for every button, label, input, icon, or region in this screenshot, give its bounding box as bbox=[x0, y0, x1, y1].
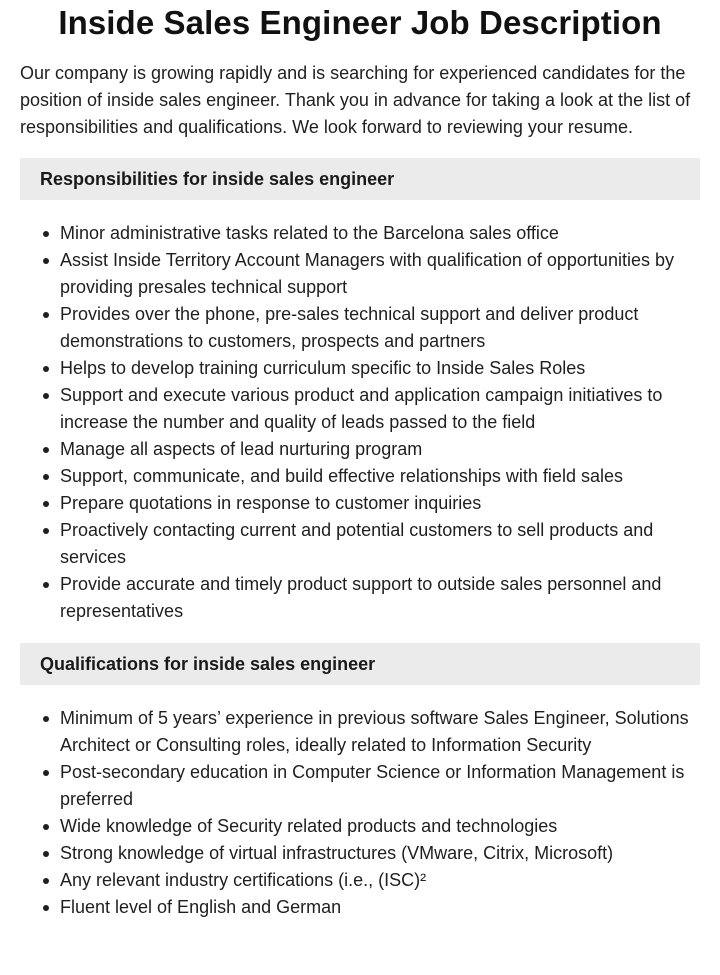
list-item: Minimum of 5 years’ experience in previous software Sales Engineer, Solutions Architect or Consulting roles, ideally related to Information Security bbox=[60, 705, 700, 759]
list-item: Manage all aspects of lead nurturing program bbox=[60, 436, 700, 463]
responsibilities-heading: Responsibilities for inside sales engineer bbox=[20, 158, 700, 200]
qualifications-list bbox=[20, 705, 700, 921]
list-item: Support and execute various product and application campaign initiatives to increase the number and quality of leads passed to the field bbox=[60, 382, 700, 436]
list-item: Strong knowledge of virtual infrastructures (VMware, Citrix, Microsoft) bbox=[60, 840, 700, 867]
list-item: Minor administrative tasks related to the Barcelona sales office bbox=[60, 220, 700, 247]
intro-paragraph: Our company is growing rapidly and is searching for experienced candidates for the position of inside sales engineer. Thank you in advance for taking a look at the list of responsibilities and qualifications. We look forward to reviewing your resume. bbox=[20, 63, 691, 137]
page-title: Inside Sales Engineer Job Description bbox=[58, 4, 662, 41]
list-item: Wide knowledge of Security related products and technologies bbox=[60, 813, 700, 840]
list-item: Support, communicate, and build effective relationships with field sales bbox=[60, 463, 700, 490]
list-item: Post-secondary education in Computer Science or Information Management is preferred bbox=[60, 759, 700, 813]
list-item: Fluent level of English and German bbox=[60, 894, 700, 921]
list-item: Helps to develop training curriculum specific to Inside Sales Roles bbox=[60, 355, 700, 382]
list-item: Assist Inside Territory Account Managers with qualification of opportunities by providing presales technical support bbox=[60, 247, 700, 301]
list-item: Provides over the phone, pre-sales technical support and deliver product demonstrations to customers, prospects and partners bbox=[60, 301, 700, 355]
qualifications-heading: Qualifications for inside sales engineer bbox=[20, 643, 700, 685]
responsibilities-list bbox=[20, 220, 700, 625]
list-item: Provide accurate and timely product support to outside sales personnel and representatives bbox=[60, 571, 700, 625]
list-item: Prepare quotations in response to customer inquiries bbox=[60, 490, 700, 517]
list-item: Proactively contacting current and potential customers to sell products and services bbox=[60, 517, 700, 571]
list-item: Any relevant industry certifications (i.e., (ISC)² bbox=[60, 867, 700, 894]
